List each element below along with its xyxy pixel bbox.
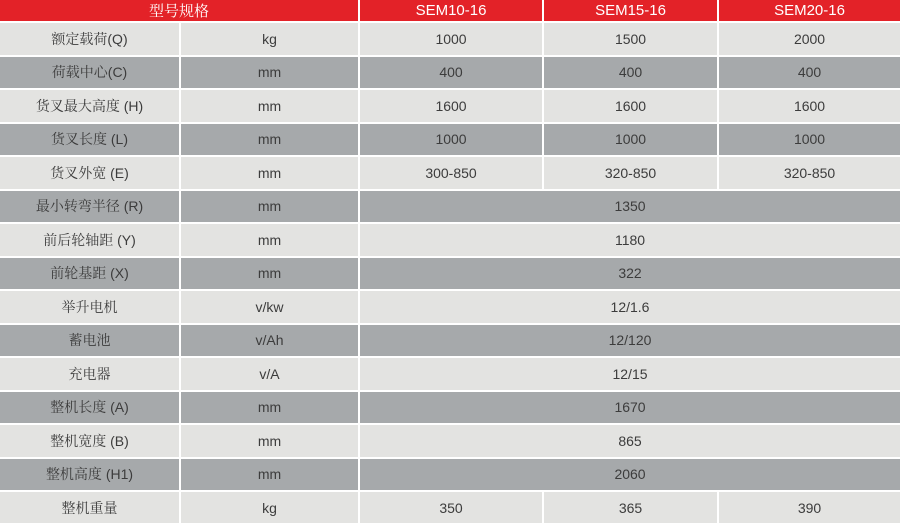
table-row: [0, 324, 900, 358]
spec-value: 300-850: [359, 156, 543, 190]
spec-value: 1000: [359, 22, 543, 56]
spec-label: 前轮基距 (X): [0, 257, 180, 291]
spec-unit: mm: [180, 257, 359, 291]
table-row: [0, 190, 900, 224]
spec-value: 1000: [718, 123, 900, 157]
spec-value: 400: [718, 56, 900, 90]
spec-value-merged: 1180: [359, 223, 900, 257]
spec-value: 320-850: [718, 156, 900, 190]
table-row: [0, 290, 900, 324]
table-row: [0, 257, 900, 291]
spec-value: 320-850: [543, 156, 718, 190]
table-row: [0, 223, 900, 257]
spec-value: 1000: [543, 123, 718, 157]
spec-header-cell: 型号规格: [0, 0, 359, 22]
model-header-cell: SEM20-16: [718, 0, 900, 22]
spec-label: 整机长度 (A): [0, 391, 180, 425]
spec-unit: mm: [180, 156, 359, 190]
spec-unit: mm: [180, 391, 359, 425]
spec-value-merged: 322: [359, 257, 900, 291]
spec-value: 1600: [718, 89, 900, 123]
spec-label: 货叉外宽 (E): [0, 156, 180, 190]
model-header-cell: SEM10-16: [359, 0, 543, 22]
spec-value: 350: [359, 491, 543, 523]
spec-unit: kg: [180, 491, 359, 523]
spec-label: 充电器: [0, 357, 180, 391]
spec-label: 前后轮轴距 (Y): [0, 223, 180, 257]
spec-value-merged: 12/15: [359, 357, 900, 391]
spec-label: 蓄电池: [0, 324, 180, 358]
spec-value: 400: [359, 56, 543, 90]
table-row: [0, 491, 900, 523]
spec-value: 365: [543, 491, 718, 523]
spec-unit: v/A: [180, 357, 359, 391]
spec-value: 1500: [543, 22, 718, 56]
model-header-cell: SEM15-16: [543, 0, 718, 22]
table-row: [0, 156, 900, 190]
spec-unit: mm: [180, 89, 359, 123]
header-row: [0, 0, 900, 22]
spec-label: 最小转弯半径 (R): [0, 190, 180, 224]
table-row: [0, 89, 900, 123]
spec-label: 荷载中心(C): [0, 56, 180, 90]
table-row: [0, 424, 900, 458]
spec-value-merged: 1670: [359, 391, 900, 425]
spec-value-merged: 1350: [359, 190, 900, 224]
spec-label: 货叉最大高度 (H): [0, 89, 180, 123]
spec-value: 1600: [359, 89, 543, 123]
spec-label: 整机重量: [0, 491, 180, 523]
spec-unit: v/Ah: [180, 324, 359, 358]
table-row: [0, 458, 900, 492]
spec-table-body: [0, 22, 900, 523]
spec-value-merged: 12/1.6: [359, 290, 900, 324]
spec-unit: kg: [180, 22, 359, 56]
spec-value: 2000: [718, 22, 900, 56]
spec-value: 1600: [543, 89, 718, 123]
spec-unit: v/kw: [180, 290, 359, 324]
spec-label: 整机宽度 (B): [0, 424, 180, 458]
table-row: [0, 123, 900, 157]
spec-label: 整机高度 (H1): [0, 458, 180, 492]
table-row: [0, 56, 900, 90]
spec-unit: mm: [180, 123, 359, 157]
spec-value-merged: 2060: [359, 458, 900, 492]
spec-value: 1000: [359, 123, 543, 157]
spec-value-merged: 12/120: [359, 324, 900, 358]
table-row: [0, 391, 900, 425]
table-row: [0, 357, 900, 391]
spec-value-merged: 865: [359, 424, 900, 458]
spec-unit: mm: [180, 190, 359, 224]
spec-label: 举升电机: [0, 290, 180, 324]
table-row: [0, 22, 900, 56]
spec-value: 390: [718, 491, 900, 523]
spec-unit: mm: [180, 56, 359, 90]
spec-unit: mm: [180, 458, 359, 492]
spec-label: 额定载荷(Q): [0, 22, 180, 56]
spec-unit: mm: [180, 424, 359, 458]
spec-unit: mm: [180, 223, 359, 257]
spec-value: 400: [543, 56, 718, 90]
spec-label: 货叉长度 (L): [0, 123, 180, 157]
